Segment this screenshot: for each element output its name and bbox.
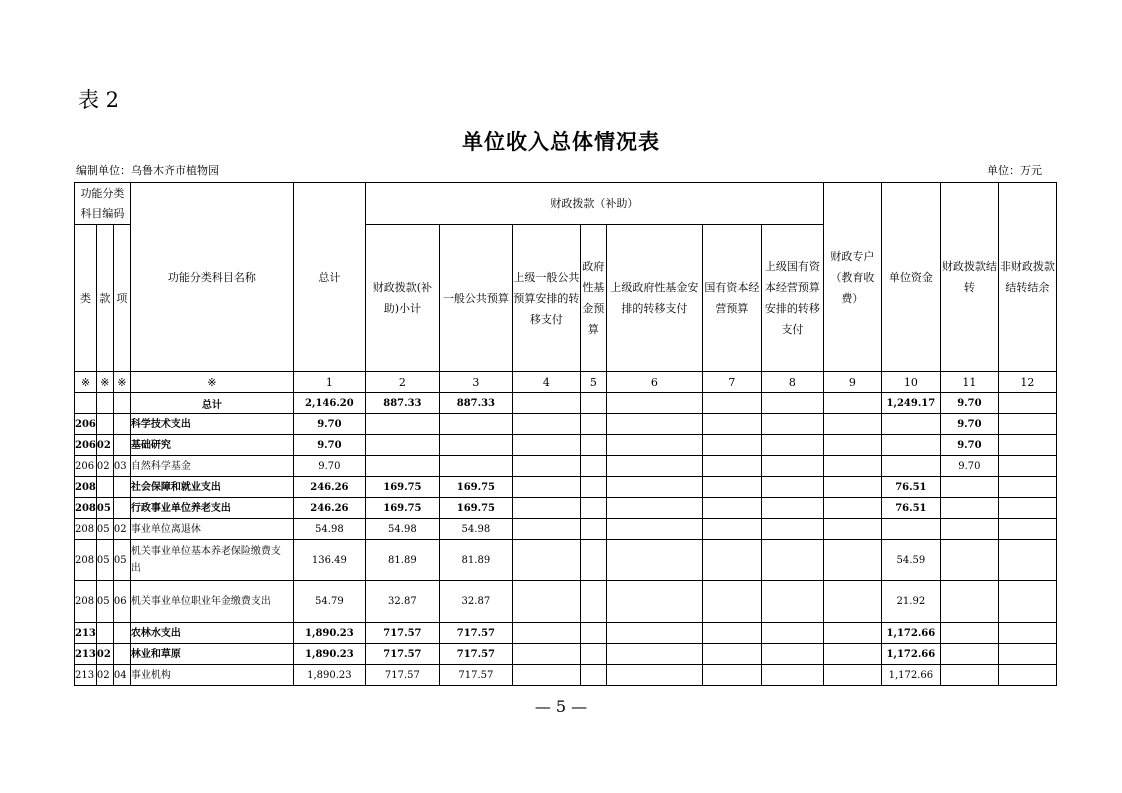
cell-c10: 1,172.66 — [881, 665, 940, 686]
cell-c3 — [439, 456, 512, 477]
cell-c3: 717.57 — [439, 644, 512, 665]
cell-name: 总计 — [130, 393, 293, 414]
table-row — [75, 498, 1057, 519]
cell-c10 — [881, 414, 940, 435]
index-cell: 7 — [702, 372, 761, 393]
cell-total: 9.70 — [293, 456, 365, 477]
cell-c2: 81.89 — [365, 540, 439, 581]
cell-c12 — [998, 393, 1056, 414]
cell-c12 — [998, 540, 1056, 581]
cell-c2: 717.57 — [365, 644, 439, 665]
cell-xiang: 06 — [113, 581, 130, 623]
cell-xiang — [113, 414, 130, 435]
cell-c10: 1,249.17 — [881, 393, 940, 414]
index-cell: 1 — [293, 372, 365, 393]
cell-c3: 169.75 — [439, 498, 512, 519]
income-table — [74, 182, 1057, 686]
cell-kuan: 05 — [96, 498, 113, 519]
cell-kuan — [96, 393, 113, 414]
cell-total: 9.70 — [293, 435, 365, 456]
cell-xiang: 03 — [113, 456, 130, 477]
cell-lei — [75, 393, 97, 414]
header-func-code: 功能分类科目编码 — [75, 183, 131, 225]
table-row — [75, 540, 1057, 581]
cell-total: 54.98 — [293, 519, 365, 540]
cell-kuan: 05 — [96, 519, 113, 540]
cell-xiang — [113, 623, 130, 644]
cell-lei: 206 — [75, 435, 97, 456]
header-c4: 上级一般公共预算安排的转移支付 — [512, 225, 580, 372]
cell-name: 基础研究 — [130, 435, 293, 456]
cell-c12 — [998, 456, 1056, 477]
cell-c11: 9.70 — [940, 435, 998, 456]
table-row — [75, 519, 1057, 540]
header-total: 总计 — [293, 183, 365, 372]
cell-c2 — [365, 435, 439, 456]
cell-name: 事业机构 — [130, 665, 293, 686]
cell-c11 — [940, 540, 998, 581]
cell-total: 9.70 — [293, 414, 365, 435]
cell-c11 — [940, 665, 998, 686]
cell-c3: 717.57 — [439, 665, 512, 686]
cell-name: 机关事业单位职业年金缴费支出 — [130, 581, 293, 623]
cell-lei: 213 — [75, 623, 97, 644]
cell-c3: 54.98 — [439, 519, 512, 540]
cell-c10: 21.92 — [881, 581, 940, 623]
cell-kuan: 02 — [96, 456, 113, 477]
cell-c10 — [881, 435, 940, 456]
cell-xiang: 02 — [113, 519, 130, 540]
table-row — [75, 644, 1057, 665]
cell-lei: 208 — [75, 477, 97, 498]
cell-c10: 76.51 — [881, 498, 940, 519]
table-row — [75, 393, 1057, 414]
cell-xiang — [113, 435, 130, 456]
cell-xiang — [113, 393, 130, 414]
header-c3: 一般公共预算 — [439, 225, 512, 372]
table-row — [75, 581, 1057, 623]
cell-c12 — [998, 477, 1056, 498]
index-cell: 12 — [998, 372, 1056, 393]
cell-c3: 32.87 — [439, 581, 512, 623]
header-c10: 单位资金 — [881, 183, 940, 372]
cell-lei: 208 — [75, 540, 97, 581]
cell-c11 — [940, 623, 998, 644]
cell-xiang — [113, 498, 130, 519]
cell-total: 1,890.23 — [293, 665, 365, 686]
cell-c2: 169.75 — [365, 477, 439, 498]
cell-c2: 32.87 — [365, 581, 439, 623]
cell-c11: 9.70 — [940, 414, 998, 435]
index-cell: 3 — [439, 372, 512, 393]
cell-xiang: 05 — [113, 540, 130, 581]
header-fiscal-group: 财政拨款（补助） — [365, 183, 823, 225]
cell-c12 — [998, 623, 1056, 644]
cell-c2 — [365, 414, 439, 435]
header-kuan: 款 — [96, 225, 113, 372]
cell-c2: 887.33 — [365, 393, 439, 414]
cell-name: 行政事业单位养老支出 — [130, 498, 293, 519]
compiling-unit: 编制单位：乌鲁木齐市植物园 — [76, 164, 219, 177]
index-cell: ※ — [113, 372, 130, 393]
cell-c11 — [940, 581, 998, 623]
index-cell: ※ — [75, 372, 97, 393]
cell-c2 — [365, 456, 439, 477]
cell-total: 246.26 — [293, 498, 365, 519]
index-cell: 4 — [512, 372, 580, 393]
cell-c3 — [439, 414, 512, 435]
cell-c2: 54.98 — [365, 519, 439, 540]
cell-total: 1,890.23 — [293, 644, 365, 665]
cell-lei: 213 — [75, 644, 97, 665]
cell-xiang — [113, 644, 130, 665]
cell-c10: 54.59 — [881, 540, 940, 581]
cell-c10 — [881, 519, 940, 540]
cell-name: 科学技术支出 — [130, 414, 293, 435]
cell-c3: 81.89 — [439, 540, 512, 581]
cell-kuan: 02 — [96, 644, 113, 665]
index-cell: 8 — [761, 372, 823, 393]
index-cell: 2 — [365, 372, 439, 393]
cell-c3: 169.75 — [439, 477, 512, 498]
cell-total: 54.79 — [293, 581, 365, 623]
table-row — [75, 477, 1057, 498]
cell-c12 — [998, 498, 1056, 519]
cell-c3: 717.57 — [439, 623, 512, 644]
cell-kuan — [96, 414, 113, 435]
table-row — [75, 435, 1057, 456]
cell-c3: 887.33 — [439, 393, 512, 414]
cell-name: 林业和草原 — [130, 644, 293, 665]
cell-c12 — [998, 644, 1056, 665]
header-c7: 国有资本经营预算 — [702, 225, 761, 372]
cell-xiang — [113, 477, 130, 498]
header-func-name: 功能分类科目名称 — [130, 183, 293, 372]
cell-lei: 208 — [75, 581, 97, 623]
table-number: 表 2 — [78, 88, 120, 112]
index-cell: 6 — [606, 372, 702, 393]
cell-c12 — [998, 519, 1056, 540]
currency-unit: 单位：万元 — [987, 164, 1042, 177]
cell-lei: 206 — [75, 456, 97, 477]
cell-c10: 76.51 — [881, 477, 940, 498]
header-lei: 类 — [75, 225, 97, 372]
cell-kuan — [96, 477, 113, 498]
index-row — [75, 372, 1057, 393]
cell-lei: 206 — [75, 414, 97, 435]
index-cell: 5 — [580, 372, 606, 393]
cell-name: 事业单位离退休 — [130, 519, 293, 540]
index-cell: 11 — [940, 372, 998, 393]
header-c6: 上级政府性基金安排的转移支付 — [606, 225, 702, 372]
cell-c2: 717.57 — [365, 623, 439, 644]
cell-c11 — [940, 477, 998, 498]
page-number: — 5 — — [534, 697, 588, 716]
cell-c2: 717.57 — [365, 665, 439, 686]
cell-c11 — [940, 519, 998, 540]
cell-lei: 208 — [75, 498, 97, 519]
header-c2: 财政拨款(补助)小计 — [365, 225, 439, 372]
index-cell: ※ — [130, 372, 293, 393]
cell-c3 — [439, 435, 512, 456]
index-cell: 10 — [881, 372, 940, 393]
cell-name: 机关事业单位基本养老保险缴费支出 — [130, 540, 293, 581]
cell-name: 农林水支出 — [130, 623, 293, 644]
cell-total: 2,146.20 — [293, 393, 365, 414]
cell-c11 — [940, 498, 998, 519]
cell-total: 136.49 — [293, 540, 365, 581]
cell-c10 — [881, 456, 940, 477]
table-row — [75, 665, 1057, 686]
cell-kuan: 02 — [96, 665, 113, 686]
table-row — [75, 623, 1057, 644]
cell-total: 1,890.23 — [293, 623, 365, 644]
cell-c12 — [998, 665, 1056, 686]
header-c11: 财政拨款结转 — [940, 183, 998, 372]
cell-c10: 1,172.66 — [881, 644, 940, 665]
header-c12: 非财政拨款结转结余 — [998, 183, 1056, 372]
cell-kuan: 05 — [96, 540, 113, 581]
index-cell: 9 — [823, 372, 881, 393]
cell-lei: 213 — [75, 665, 97, 686]
page-title: 单位收入总体情况表 — [462, 129, 660, 154]
table-row — [75, 414, 1057, 435]
cell-name: 自然科学基金 — [130, 456, 293, 477]
cell-xiang: 04 — [113, 665, 130, 686]
cell-c2: 169.75 — [365, 498, 439, 519]
cell-kuan — [96, 623, 113, 644]
table-row — [75, 456, 1057, 477]
index-cell: ※ — [96, 372, 113, 393]
cell-total: 246.26 — [293, 477, 365, 498]
cell-c12 — [998, 414, 1056, 435]
cell-c10: 1,172.66 — [881, 623, 940, 644]
cell-c11: 9.70 — [940, 456, 998, 477]
header-xiang: 项 — [113, 225, 130, 372]
header-c9: 财政专户（教育收费） — [823, 183, 881, 372]
cell-kuan: 02 — [96, 435, 113, 456]
cell-kuan: 05 — [96, 581, 113, 623]
header-row-1 — [75, 183, 1057, 225]
header-c8: 上级国有资本经营预算安排的转移支付 — [761, 225, 823, 372]
cell-c11: 9.70 — [940, 393, 998, 414]
cell-c11 — [940, 644, 998, 665]
cell-lei: 208 — [75, 519, 97, 540]
cell-c12 — [998, 435, 1056, 456]
cell-c12 — [998, 581, 1056, 623]
header-c5: 政府性基金预算 — [580, 225, 606, 372]
cell-name: 社会保障和就业支出 — [130, 477, 293, 498]
